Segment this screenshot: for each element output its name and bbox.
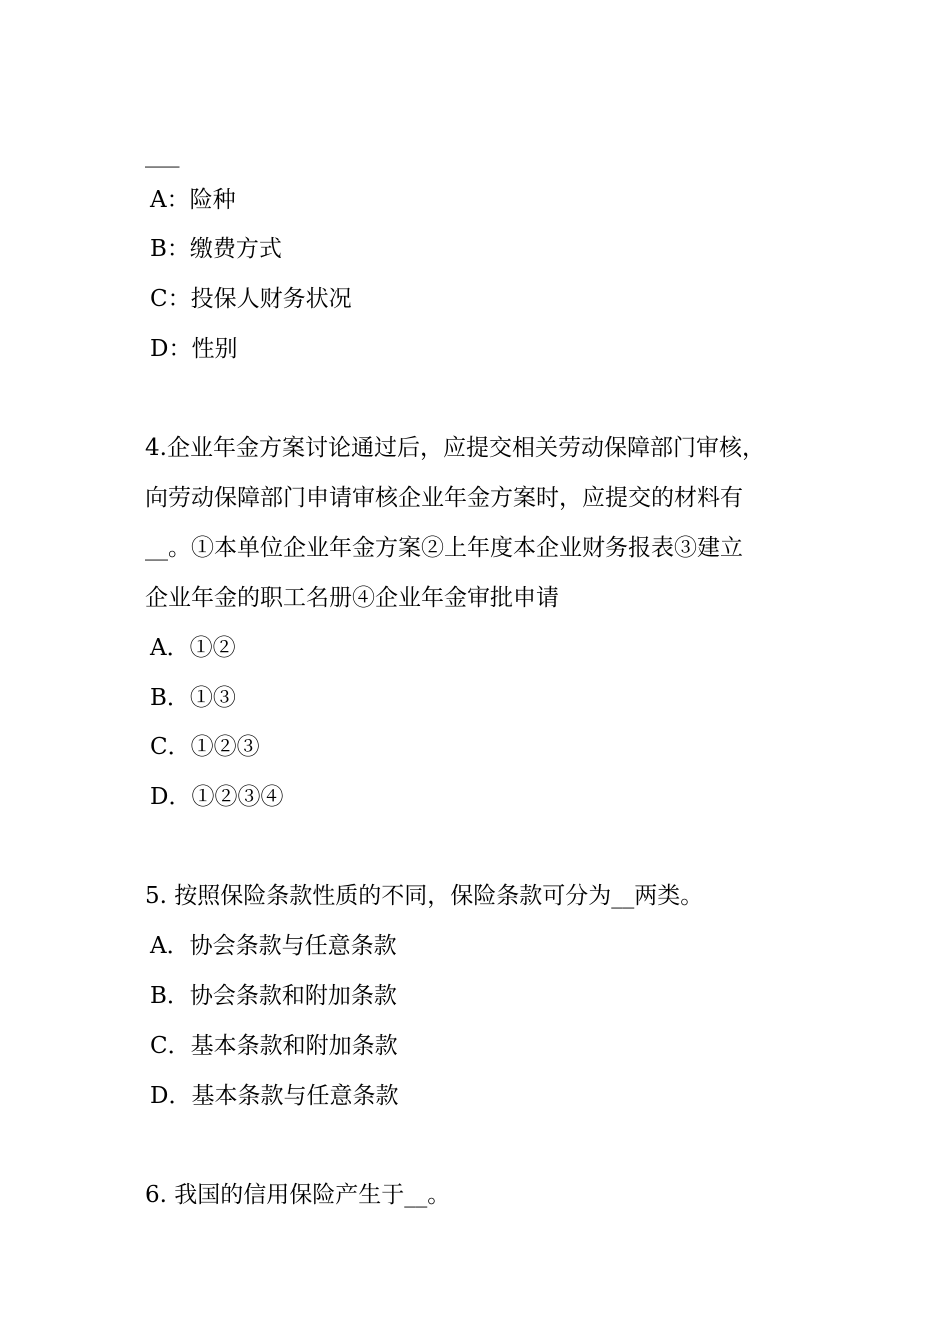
q5-stem: 5. 按照保险条款性质的不同，保险条款可分为__两类。 — [145, 883, 704, 909]
q3-option-c: C：投保人财务状况 — [150, 286, 352, 312]
q4-stem-line-3: __。①本单位企业年金方案②上年度本企业财务报表③建立 — [145, 535, 743, 561]
q5-option-b: B．协会条款和附加条款 — [150, 983, 397, 1009]
q4-stem-line-2: 向劳动保障部门申请审核企业年金方案时，应提交的材料有 — [145, 485, 743, 511]
q3-stem-tail: ___ — [145, 142, 180, 168]
q3-option-d: D：性别 — [150, 336, 238, 362]
q3-option-a: A：险种 — [150, 187, 236, 213]
q4-option-b: B．①③ — [150, 685, 236, 711]
q4-option-d: D．①②③④ — [150, 784, 284, 810]
q4-stem-line-1: 4.企业年金方案讨论通过后，应提交相关劳动保障部门审核， — [145, 435, 765, 461]
q5-option-d: D．基本条款与任意条款 — [150, 1083, 399, 1109]
q4-option-c: C．①②③ — [150, 734, 260, 760]
q3-option-b: B：缴费方式 — [150, 236, 282, 262]
q4-option-a: A．①② — [150, 635, 236, 661]
q4-stem-line-4: 企业年金的职工名册④企业年金审批申请 — [145, 585, 559, 611]
q6-stem: 6. 我国的信用保险产生于__。 — [145, 1182, 451, 1208]
q5-option-c: C．基本条款和附加条款 — [150, 1033, 398, 1059]
q5-option-a: A．协会条款与任意条款 — [150, 933, 397, 959]
